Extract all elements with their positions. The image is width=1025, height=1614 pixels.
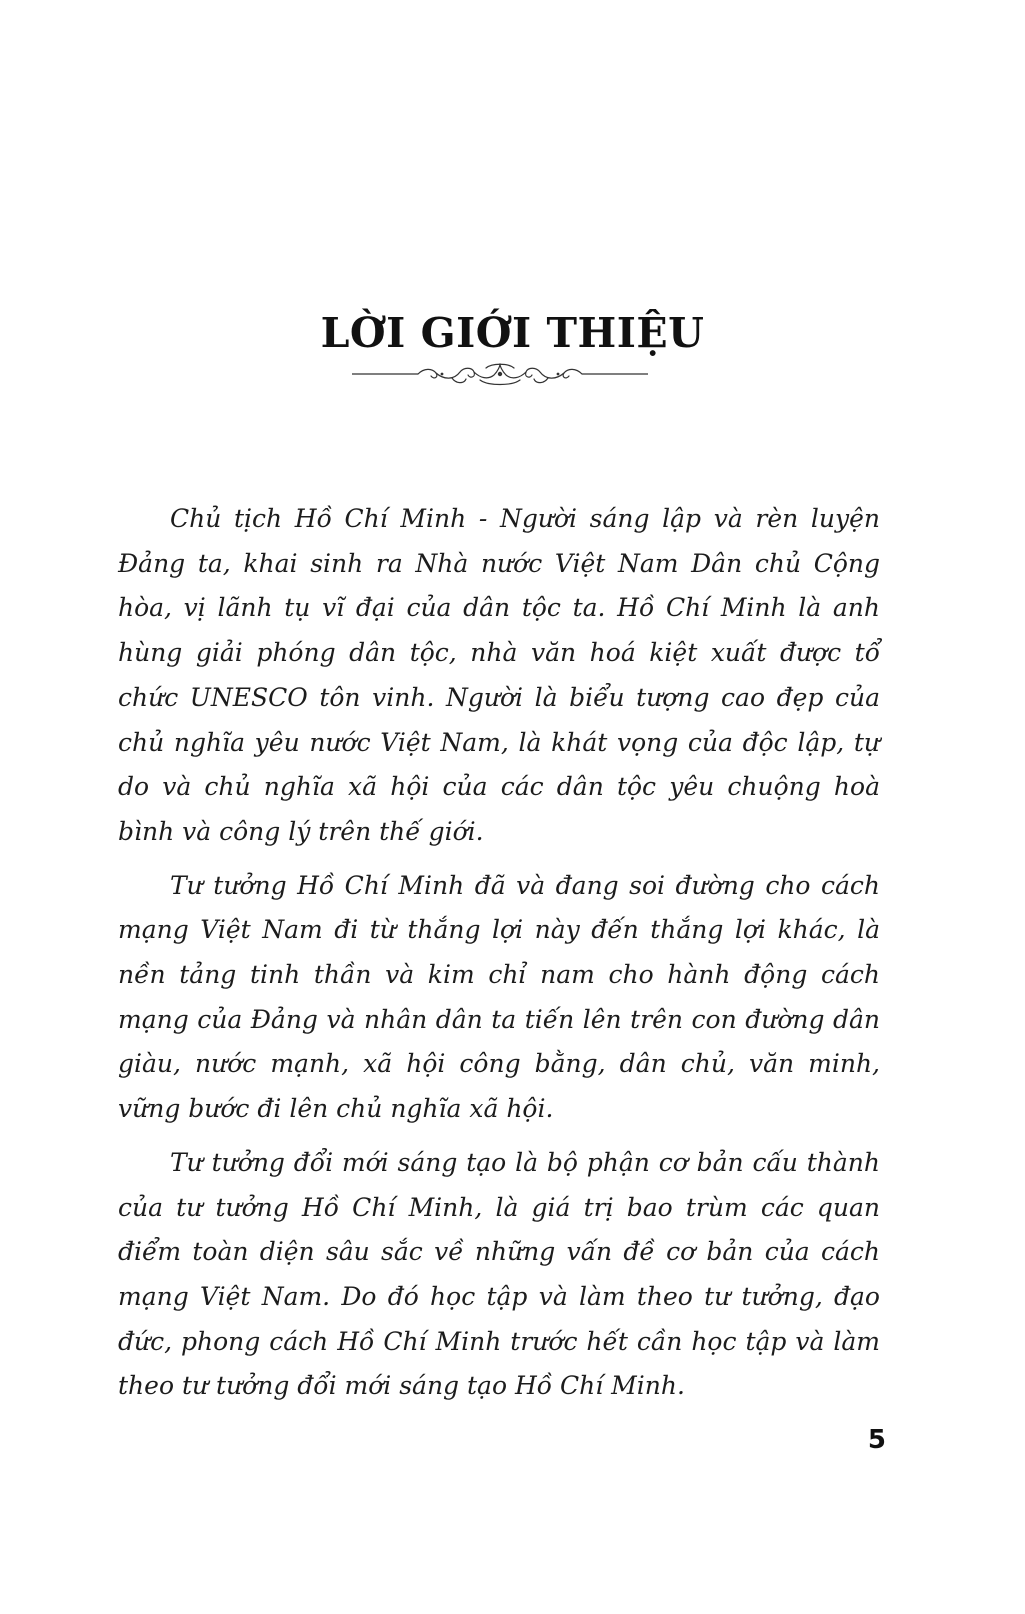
page-number: 5 (867, 1425, 886, 1455)
flourish-divider-icon (352, 360, 648, 388)
page-title: LỜI GIỚI THIỆU (320, 309, 705, 357)
paragraph: Tư tưởng Hồ Chí Minh đã và đang soi đường cho cách mạng Việt Nam đi từ thắng lợi này đến thắng lợi khác, là nền tảng tinh thần và kim chỉ nam cho hành động cách mạng của Đảng và nhân dân ta tiến lên trên con đường dân giàu, nước mạnh, xã hội công bằng, dân chủ, văn minh, vững bước đi lên chủ nghĩa xã hội. (118, 870, 880, 1124)
paragraph: Tư tưởng đổi mới sáng tạo là bộ phận cơ bản cấu thành của tư tưởng Hồ Chí Minh, là giá trị bao trùm các quan điểm toàn diện sâu sắc về những vấn đề cơ bản của cách mạng Việt Nam. Do đó học tập và làm theo tư tưởng, đạo đức, phong cách Hồ Chí Minh trước hết cần học tập và làm theo tư tưởng đổi mới sáng tạo Hồ Chí Minh. (118, 1147, 880, 1401)
introduction-body (118, 497, 880, 1418)
paragraph: Chủ tịch Hồ Chí Minh - Người sáng lập và rèn luyện Đảng ta, khai sinh ra Nhà nước Việt Nam Dân chủ Cộng hòa, vị lãnh tụ vĩ đại của dân tộc ta. Hồ Chí Minh là anh hùng giải phóng dân tộc, nhà văn hoá kiệt xuất được tổ chức UNESCO tôn vinh. Người là biểu tượng cao đẹp của chủ nghĩa yêu nước Việt Nam, là khát vọng của độc lập, tự do và chủ nghĩa xã hội của các dân tộc yêu chuộng hoà bình và công lý trên thế giới. (118, 504, 880, 846)
